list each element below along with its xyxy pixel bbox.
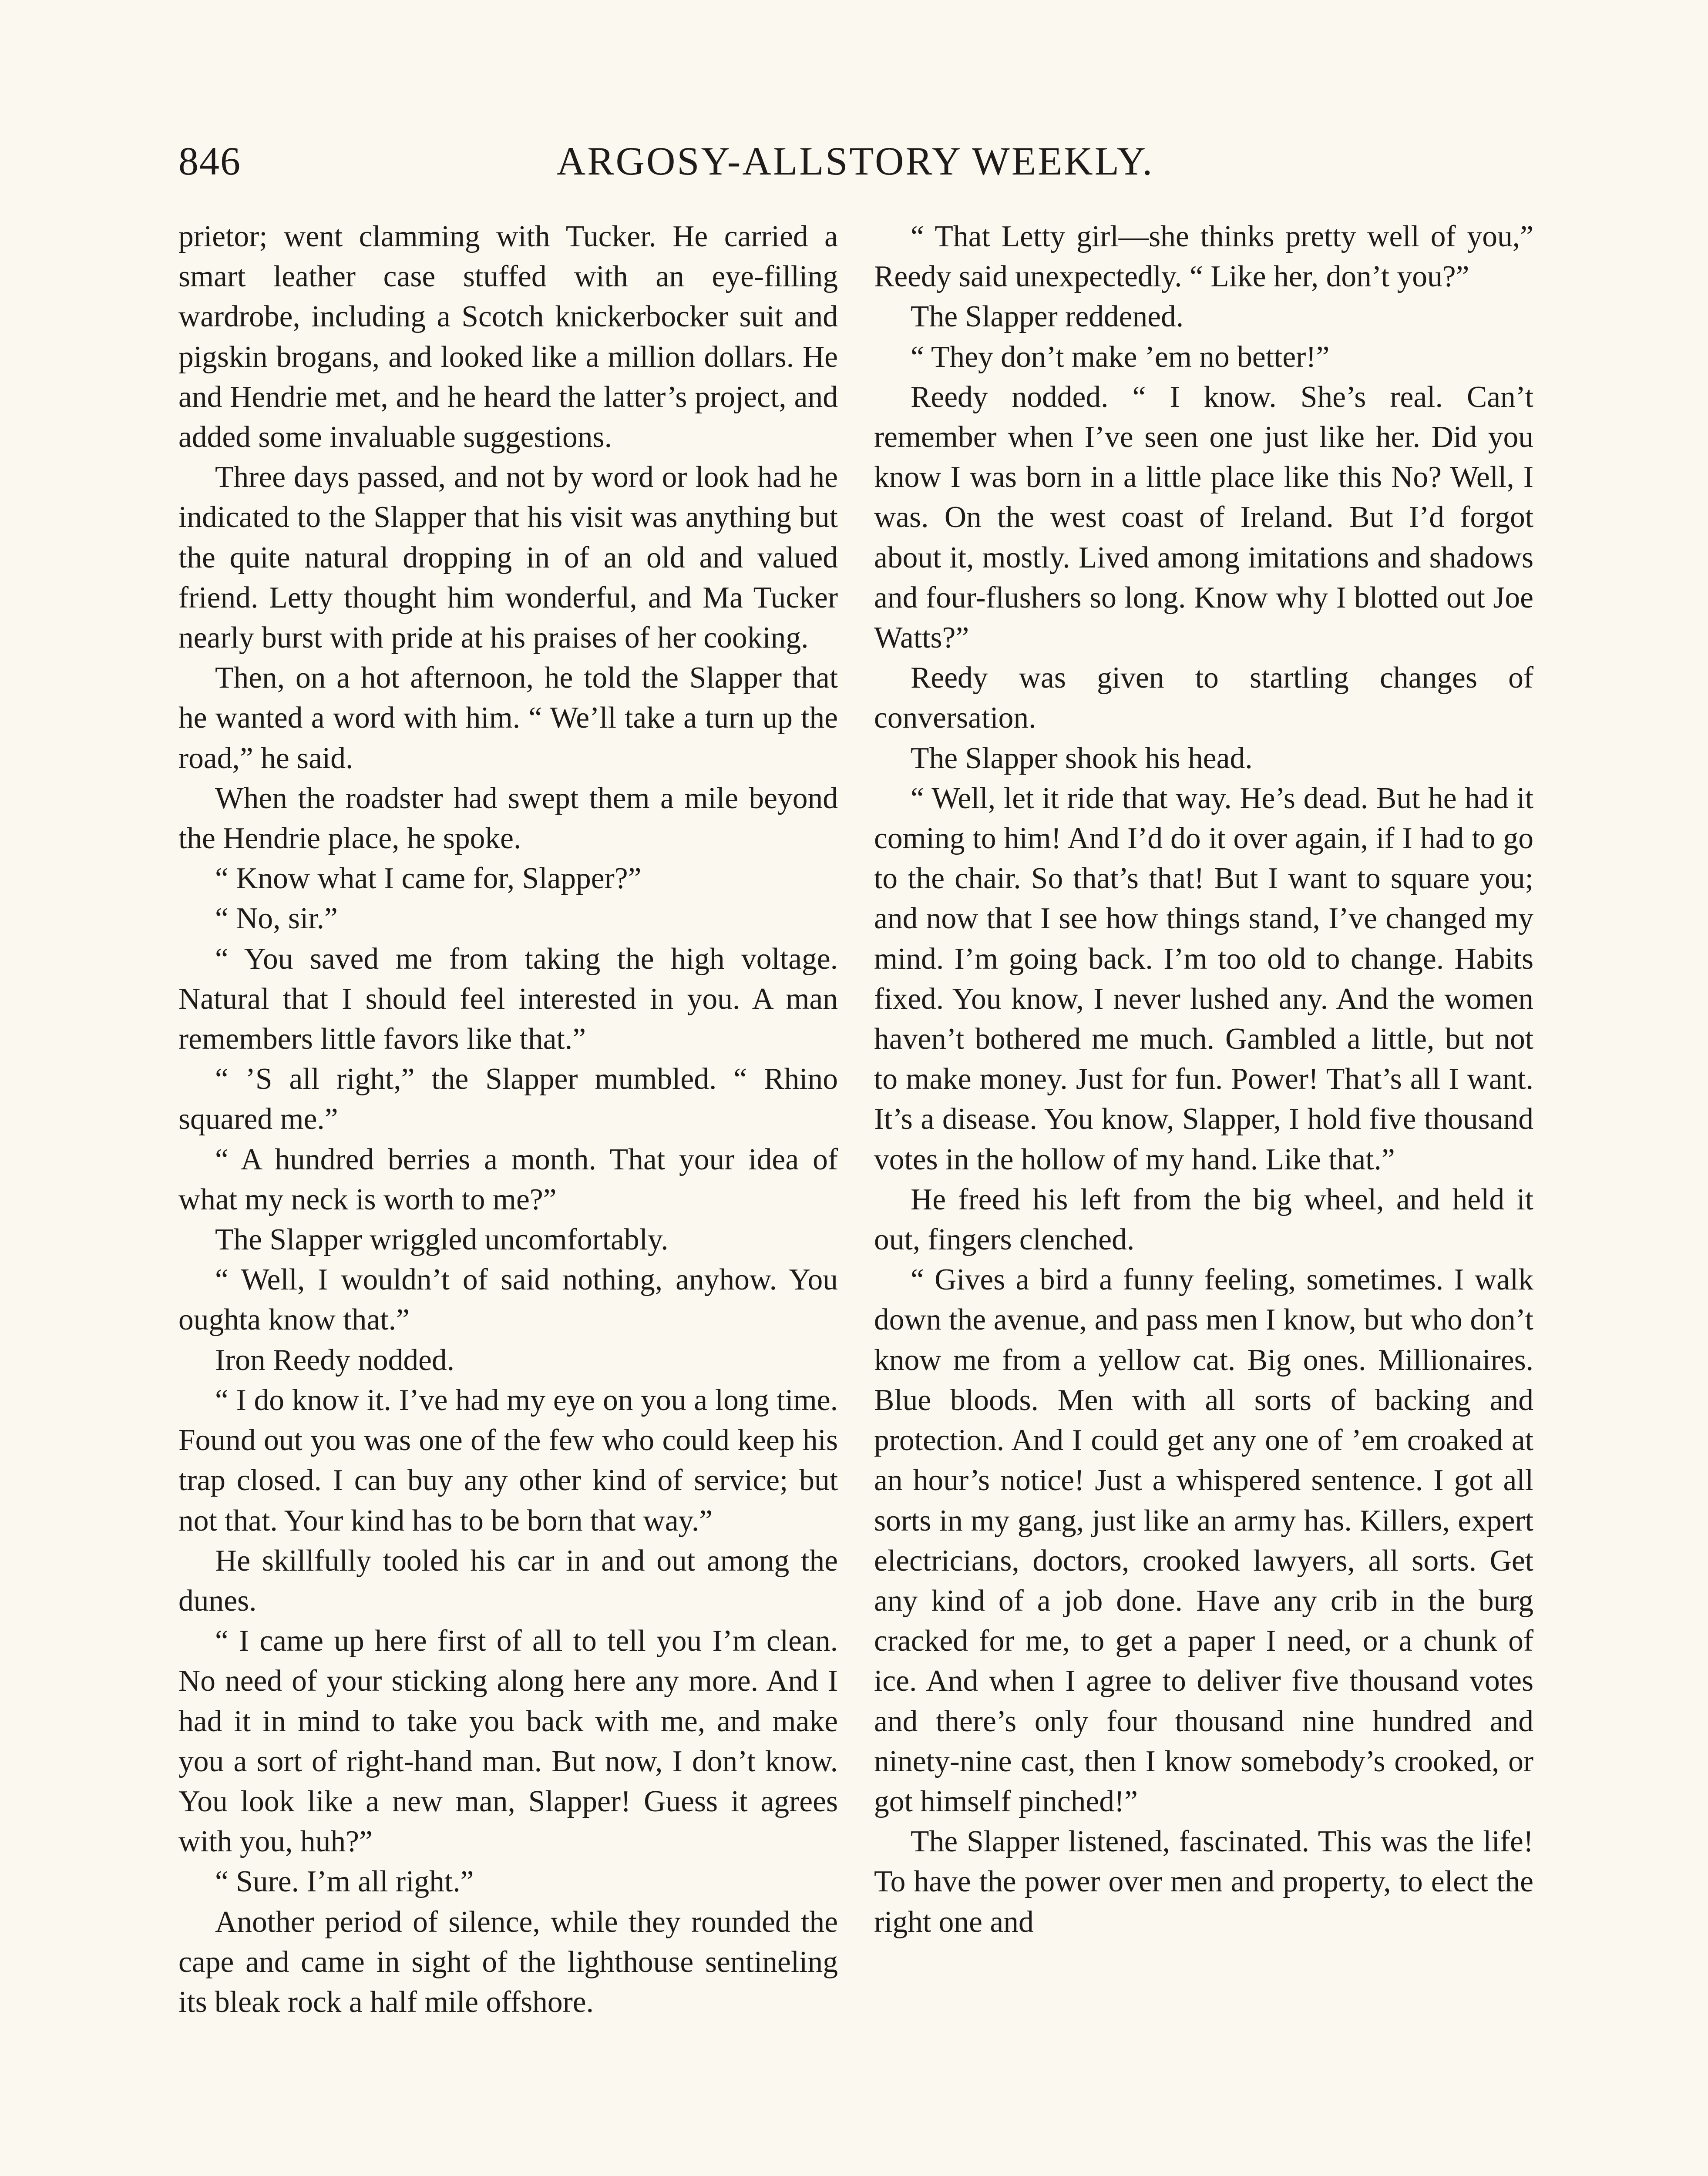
- page-number: 846: [178, 139, 241, 183]
- running-title: ARGOSY-ALLSTORY WEEKLY.: [556, 139, 1154, 183]
- paragraph: The Slapper listened, fascinated. This was the life! To have the power over men and property, to elect the right one and: [874, 1825, 1533, 1939]
- paragraph: Then, on a hot afternoon, he told the Slapper that he wanted a word with him. “ We’ll take a turn up the road,” he said.: [178, 661, 838, 775]
- paragraph: “ Gives a bird a funny feeling, sometimes. I walk down the avenue, and pass men I know, but who don’t know me from a yellow cat. Big ones. Millionaires. Blue bloods. Men with all sorts of backing and protection. And I could get any one of ’em croaked at an hour’s notice! Just a whispered sentence. I got all sorts in my gang, just like an army has. Killers, expert electricians, doctors, crooked lawyers, all sorts. Get any kind of a job done. Have any crib in the burg cracked for me, to get a paper I need, or a chunk of ice. And when I agree to deliver five thousand votes and there’s only four thousand nine hundred and ninety-nine cast, then I know somebody’s crooked, or got himself pinched!”: [874, 1263, 1533, 1818]
- paragraph: “ A hundred berries a month. That your idea of what my neck is worth to me?”: [178, 1142, 838, 1216]
- paragraph: The Slapper wriggled uncomfortably.: [215, 1223, 669, 1257]
- paragraph: Three days passed, and not by word or look had he indicated to the Slapper that his visit was anything but the quite natural dropping in of an old and valued friend. Letty thought him wonderful, and Ma Tucker nearly burst with pride at his praises of her cooking.: [178, 460, 838, 655]
- paragraph: “ Sure. I’m all right.”: [215, 1865, 474, 1899]
- paragraph: “ Well, I wouldn’t of said nothing, anyhow. You oughta know that.”: [178, 1263, 838, 1337]
- paragraph: “ I came up here first of all to tell you I’m clean. No need of your sticking along here any more. And I had it in mind to take you back with me, and make you a sort of right-hand man. But now, I don’t know. You look like a new man, Slapper! Guess it agrees with you, huh?”: [178, 1624, 838, 1859]
- paragraph: When the roadster had swept them a mile beyond the Hendrie place, he spoke.: [178, 781, 838, 856]
- paragraph: “ I do know it. I’ve had my eye on you a long time. Found out you was one of the few who could keep his trap closed. I can buy any other kind of service; but not that. Your kind has to be born that way.”: [178, 1383, 838, 1538]
- paragraph: The Slapper shook his head.: [911, 741, 1253, 775]
- right-column: [874, 217, 1533, 1942]
- paragraph: Reedy was given to startling changes of conversation.: [874, 661, 1533, 735]
- paragraph: “ Well, let it ride that way. He’s dead. But he had it coming to him! And I’d do it over again, if I had to go to the chair. So that’s that! But I want to square you; and now that I see how things stand, I’ve changed my mind. I’m going back. I’m too old to change. Habits fixed. You know, I never lushed any. And the women haven’t bothered me much. Gambled a little, but not to make money. Just for fun. Power! That’s all I want. It’s a disease. You know, Slapper, I hold five thousand votes in the hollow of my hand. Like that.”: [874, 781, 1533, 1176]
- paragraph: “ You saved me from taking the high voltage. Natural that I should feel interested in you. A man remembers little favors like that.”: [178, 942, 838, 1056]
- paragraph: He skillfully tooled his car in and out among the dunes.: [178, 1544, 838, 1618]
- paragraph: Another period of silence, while they rounded the cape and came in sight of the lighthouse sentineling its bleak rock a half mile offshore.: [178, 1905, 838, 2019]
- paragraph: The Slapper reddened.: [911, 300, 1184, 334]
- left-column: [178, 217, 838, 2022]
- paragraph: “ ’S all right,” the Slapper mumbled. “ Rhino squared me.”: [178, 1062, 838, 1136]
- paragraph: “ No, sir.”: [215, 902, 338, 936]
- paragraph: Iron Reedy nodded.: [215, 1343, 455, 1377]
- paragraph: “ They don’t make ’em no better!”: [911, 340, 1330, 374]
- paragraph: Reedy nodded. “ I know. She’s real. Can’t remember when I’ve seen one just like her. Did you know I was born in a little place like this No? Well, I was. On the west coast of Ireland. But I’d forgot about it, mostly. Lived among imitations and shadows and four-flushers so long. Know why I blotted out Joe Watts?”: [874, 380, 1533, 655]
- paragraph: “ Know what I came for, Slapper?”: [215, 862, 642, 896]
- page-header: [178, 133, 1532, 189]
- paragraph: He freed his left from the big wheel, and held it out, fingers clenched.: [874, 1182, 1533, 1257]
- paragraph: prietor; went clamming with Tucker. He carried a smart leather case stuffed with an eye-filling wardrobe, including a Scotch knickerbocker suit and pigskin brogans, and looked like a million dollars. He and Hendrie met, and he heard the latter’s project, and added some invaluable suggestions.: [178, 220, 838, 454]
- paragraph: “ That Letty girl—she thinks pretty well of you,” Reedy said unexpectedly. “ Like her, don’t you?”: [874, 220, 1533, 294]
